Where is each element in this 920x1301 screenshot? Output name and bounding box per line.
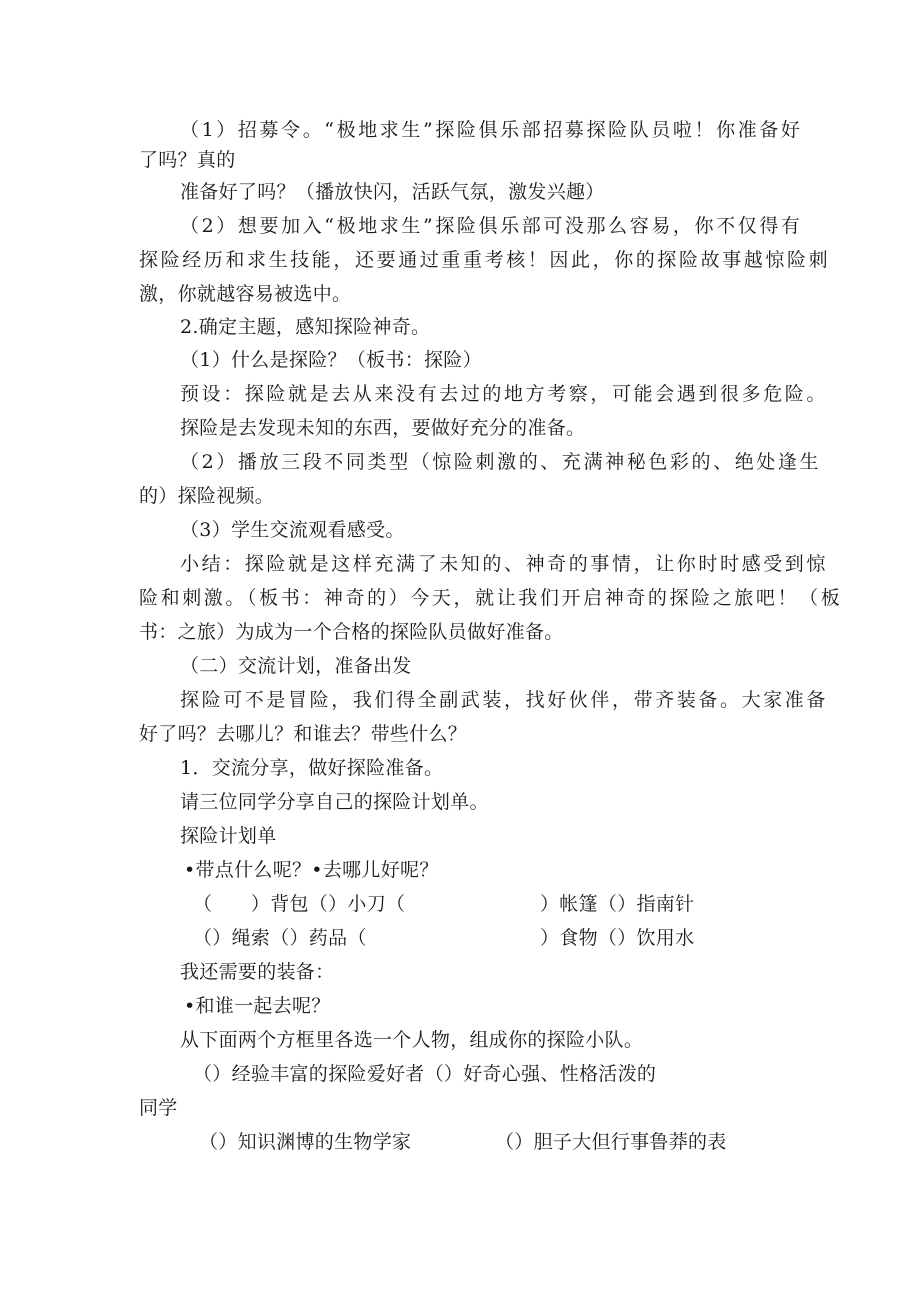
- text-line: 了吗？真的: [139, 149, 236, 171]
- equipment-options: ）食物（）饮用水: [540, 927, 695, 949]
- text-line: •带点什么呢？•去哪儿好呢？: [184, 859, 439, 881]
- section-heading: （二）交流计划，准备出发: [180, 655, 412, 677]
- text-line: 险和刺激。（板书：神奇的）今天，就让我们开启神奇的探险之旅吧！（板: [139, 587, 843, 609]
- text-line: 小结：探险就是这样充满了未知的、神奇的事情，让你时时感受到惊: [180, 553, 829, 575]
- text-line: 1．交流分享，做好探险准备。: [180, 757, 444, 779]
- companion-options: （）胆子大但行事鲁莽的表: [495, 1131, 727, 1153]
- text-line: 探险是去发现未知的东西，要做好充分的准备。: [180, 417, 586, 439]
- plan-title: 探险计划单: [180, 825, 277, 847]
- text-line: •和谁一起去呢？: [184, 995, 331, 1017]
- text-line: 探险经历和求生技能，还要通过重重考核！因此，你的探险故事越惊险刺: [139, 249, 831, 271]
- text-line: （2）想要加入“极地求生”探险俱乐部可没那么容易，你不仅得有: [180, 215, 803, 237]
- text-line: 的）探险视频。: [139, 485, 275, 507]
- equipment-options: （）绳索（）药品（: [193, 927, 367, 949]
- equipment-options: ）帐篷（）指南针: [540, 893, 695, 915]
- text-line: 好了吗？去哪儿？和谁去？带些什么？: [139, 723, 468, 745]
- text-line: 2.确定主题，感知探险神奇。: [180, 316, 431, 338]
- companion-options: （）知识渊博的生物学家: [199, 1131, 412, 1153]
- text-line: 我还需要的装备：: [180, 961, 335, 983]
- text-line: 请三位同学分享自己的探险计划单。: [180, 791, 489, 813]
- text-line: 从下面两个方框里各选一个人物，组成你的探险小队。: [180, 1029, 644, 1051]
- equipment-options: （ ）背包（）小刀（: [193, 893, 406, 915]
- text-line: 探险可不是冒险，我们得全副武装，找好伙伴，带齐装备。大家准备: [180, 689, 829, 711]
- text-line: 激，你就越容易被选中。: [139, 283, 352, 305]
- text-line: 准备好了吗？（播放快闪，活跃气氛，激发兴趣）: [180, 181, 605, 203]
- text-line: 预设：探险就是去从来没有去过的地方考察，可能会遇到很多危险。: [180, 383, 829, 405]
- text-line: （1）招募令。“极地求生”探险俱乐部招募探险队员啦！你准备好: [180, 119, 803, 141]
- text-line: 同学: [139, 1097, 178, 1119]
- text-line: （2）播放三段不同类型（惊险刺激的、充满神秘色彩的、绝处逢生: [180, 451, 822, 473]
- text-line: （1）什么是探险？（板书：探险）: [180, 349, 482, 371]
- text-line: 书：之旅）为成为一个合格的探险队员做好准备。: [139, 621, 564, 643]
- text-line: （3）学生交流观看感受。: [180, 519, 405, 541]
- companion-options: （）经验丰富的探险爱好者（）好奇心强、性格活泼的: [193, 1063, 657, 1085]
